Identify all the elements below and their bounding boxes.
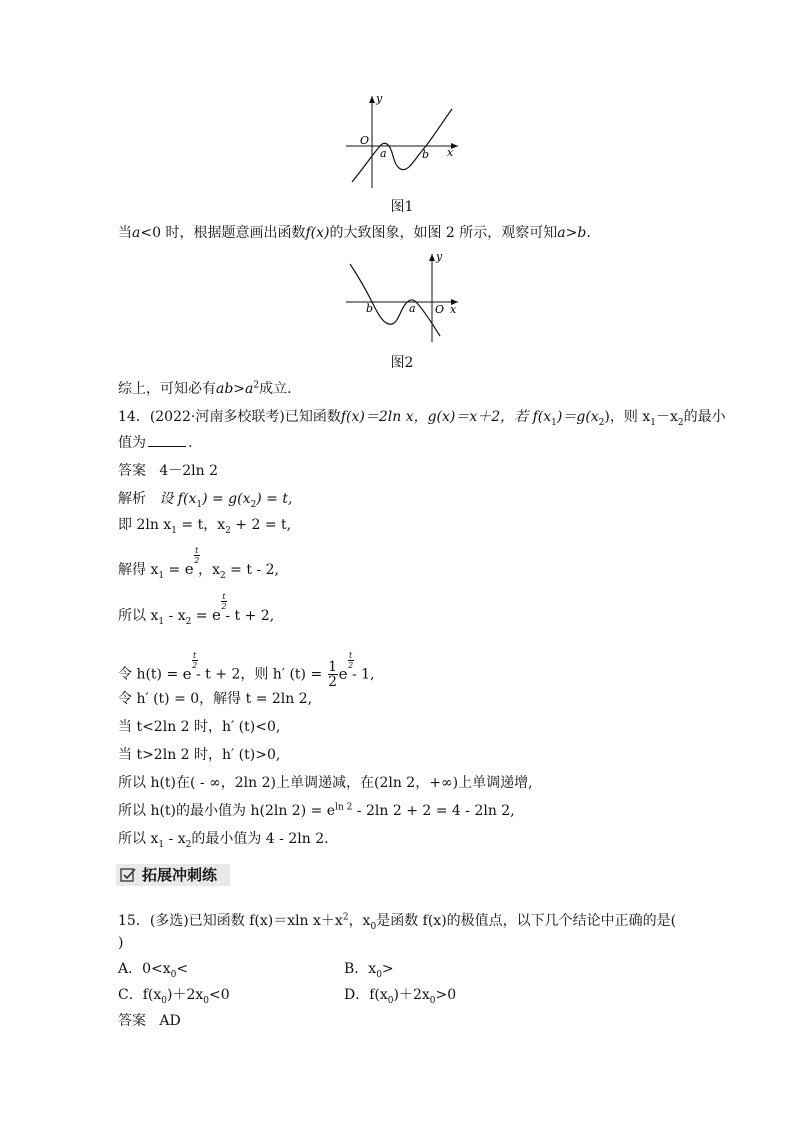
analysis-line-7: 当 t<2ln 2 时，h′ (t)<0, — [118, 719, 281, 735]
fig2-b-label: b — [366, 302, 374, 315]
fig1-y-label: y — [376, 92, 383, 105]
option-d: D．$f(x_0)+2x_0>0$ — [344, 987, 457, 1006]
figure-2-caption: 图2 — [390, 355, 414, 371]
analysis-line-4: 所以 $x_1 - x_2 = e$ t 2 - t + 2, — [118, 592, 275, 627]
question-15: 15．(多选)已知函数 f(x)＝xln $x+x^2$，$x_0$是函数 f(x)的极值点，以下几个结论中正确的是( — [118, 912, 677, 932]
fig1-origin-label: O — [360, 134, 370, 147]
fig2-x-label: x — [450, 303, 457, 316]
analysis-line-1: 解析 设 $f(x_1) = g(x_2) = t$, — [118, 491, 293, 510]
exp-e-t-over-2: e t 2 — [184, 546, 200, 578]
fraction-one-half: $\frac{1}{2}$ — [328, 659, 338, 690]
checkbox-icon — [120, 867, 136, 883]
text-line-2: 综上，可知必有$ab>a^2$成立． — [118, 380, 302, 397]
answer-15: 答案 AD — [118, 1013, 181, 1029]
banner-title: 拓展冲刺练 — [142, 866, 218, 884]
question-15-line2: ) — [118, 935, 124, 951]
analysis-line-9: 所以 h(t)在( - ∞，2ln 2)上单调递减，在(2ln 2，+∞)上单调递增, — [118, 775, 533, 791]
option-c: C．$f(x_0)+2x_0<0$ — [118, 987, 230, 1006]
exp-e-t-over-2: e t 2 — [338, 650, 354, 683]
analysis-line-2: 即 2ln $x_1 = t$，$x_2 + 2 = t$, — [118, 517, 292, 536]
section-banner — [116, 864, 230, 886]
figure-1-caption: 图1 — [390, 199, 414, 215]
text-line-1: 当a<0 时，根据题意画出函数f(x)的大致图象，如图 2 所示，观察可知a>b. — [118, 225, 591, 241]
answer-blank — [148, 432, 186, 447]
analysis-line-8: 当 t>2ln 2 时，h′ (t)>0, — [118, 747, 281, 763]
fig2-origin-label: O — [435, 303, 445, 316]
fig1-b-label: b — [422, 148, 430, 161]
figure-2-graph — [340, 250, 465, 345]
exp-e-t-over-2: e t 2 — [182, 650, 198, 683]
fig2-a-label: a — [409, 302, 416, 315]
analysis-line-6: 令 h′ (t) = 0，解得 t = 2ln 2, — [118, 691, 313, 707]
fig1-x-label: x — [447, 146, 454, 159]
answer-14: 答案 4－2ln 2 — [118, 463, 219, 479]
fig1-a-label: a — [380, 147, 387, 160]
analysis-line-10: 所以 h(t)的最小值为 h(2ln $2) = e^{ln 2} - 2\ln$ 2 + 2 = 4 - 2ln 2, — [118, 802, 515, 819]
option-a: A．$0<x_0<$ — [118, 961, 189, 980]
question-14: 14．(2022·河南多校联考)已知函数f(x)＝2ln x，g(x)＝x＋2，若 $f(x_1)=g(x_2)$，则 $x_1-x_2$的最小 — [118, 409, 726, 428]
analysis-line-11: 所以 $x_1 - x_2$的最小值为 4 - 2ln 2. — [118, 831, 329, 850]
question-14-line2: 值为 . — [118, 432, 192, 454]
fig2-y-label: y — [436, 250, 443, 263]
option-b: B．$x_0>$ — [344, 961, 394, 980]
analysis-line-3: 解得 $x_1 = e$ t 2 ，$x_2 = t - 2$, — [118, 546, 279, 581]
figure-1-graph — [340, 92, 465, 192]
analysis-line-5: 令 h(t) = e t 2 - t + 2，则 h′ $(t) = \frac{1}{2}e$ t 2 - 1, — [118, 650, 375, 690]
exp-e-t-over-2: e t 2 — [212, 592, 227, 624]
